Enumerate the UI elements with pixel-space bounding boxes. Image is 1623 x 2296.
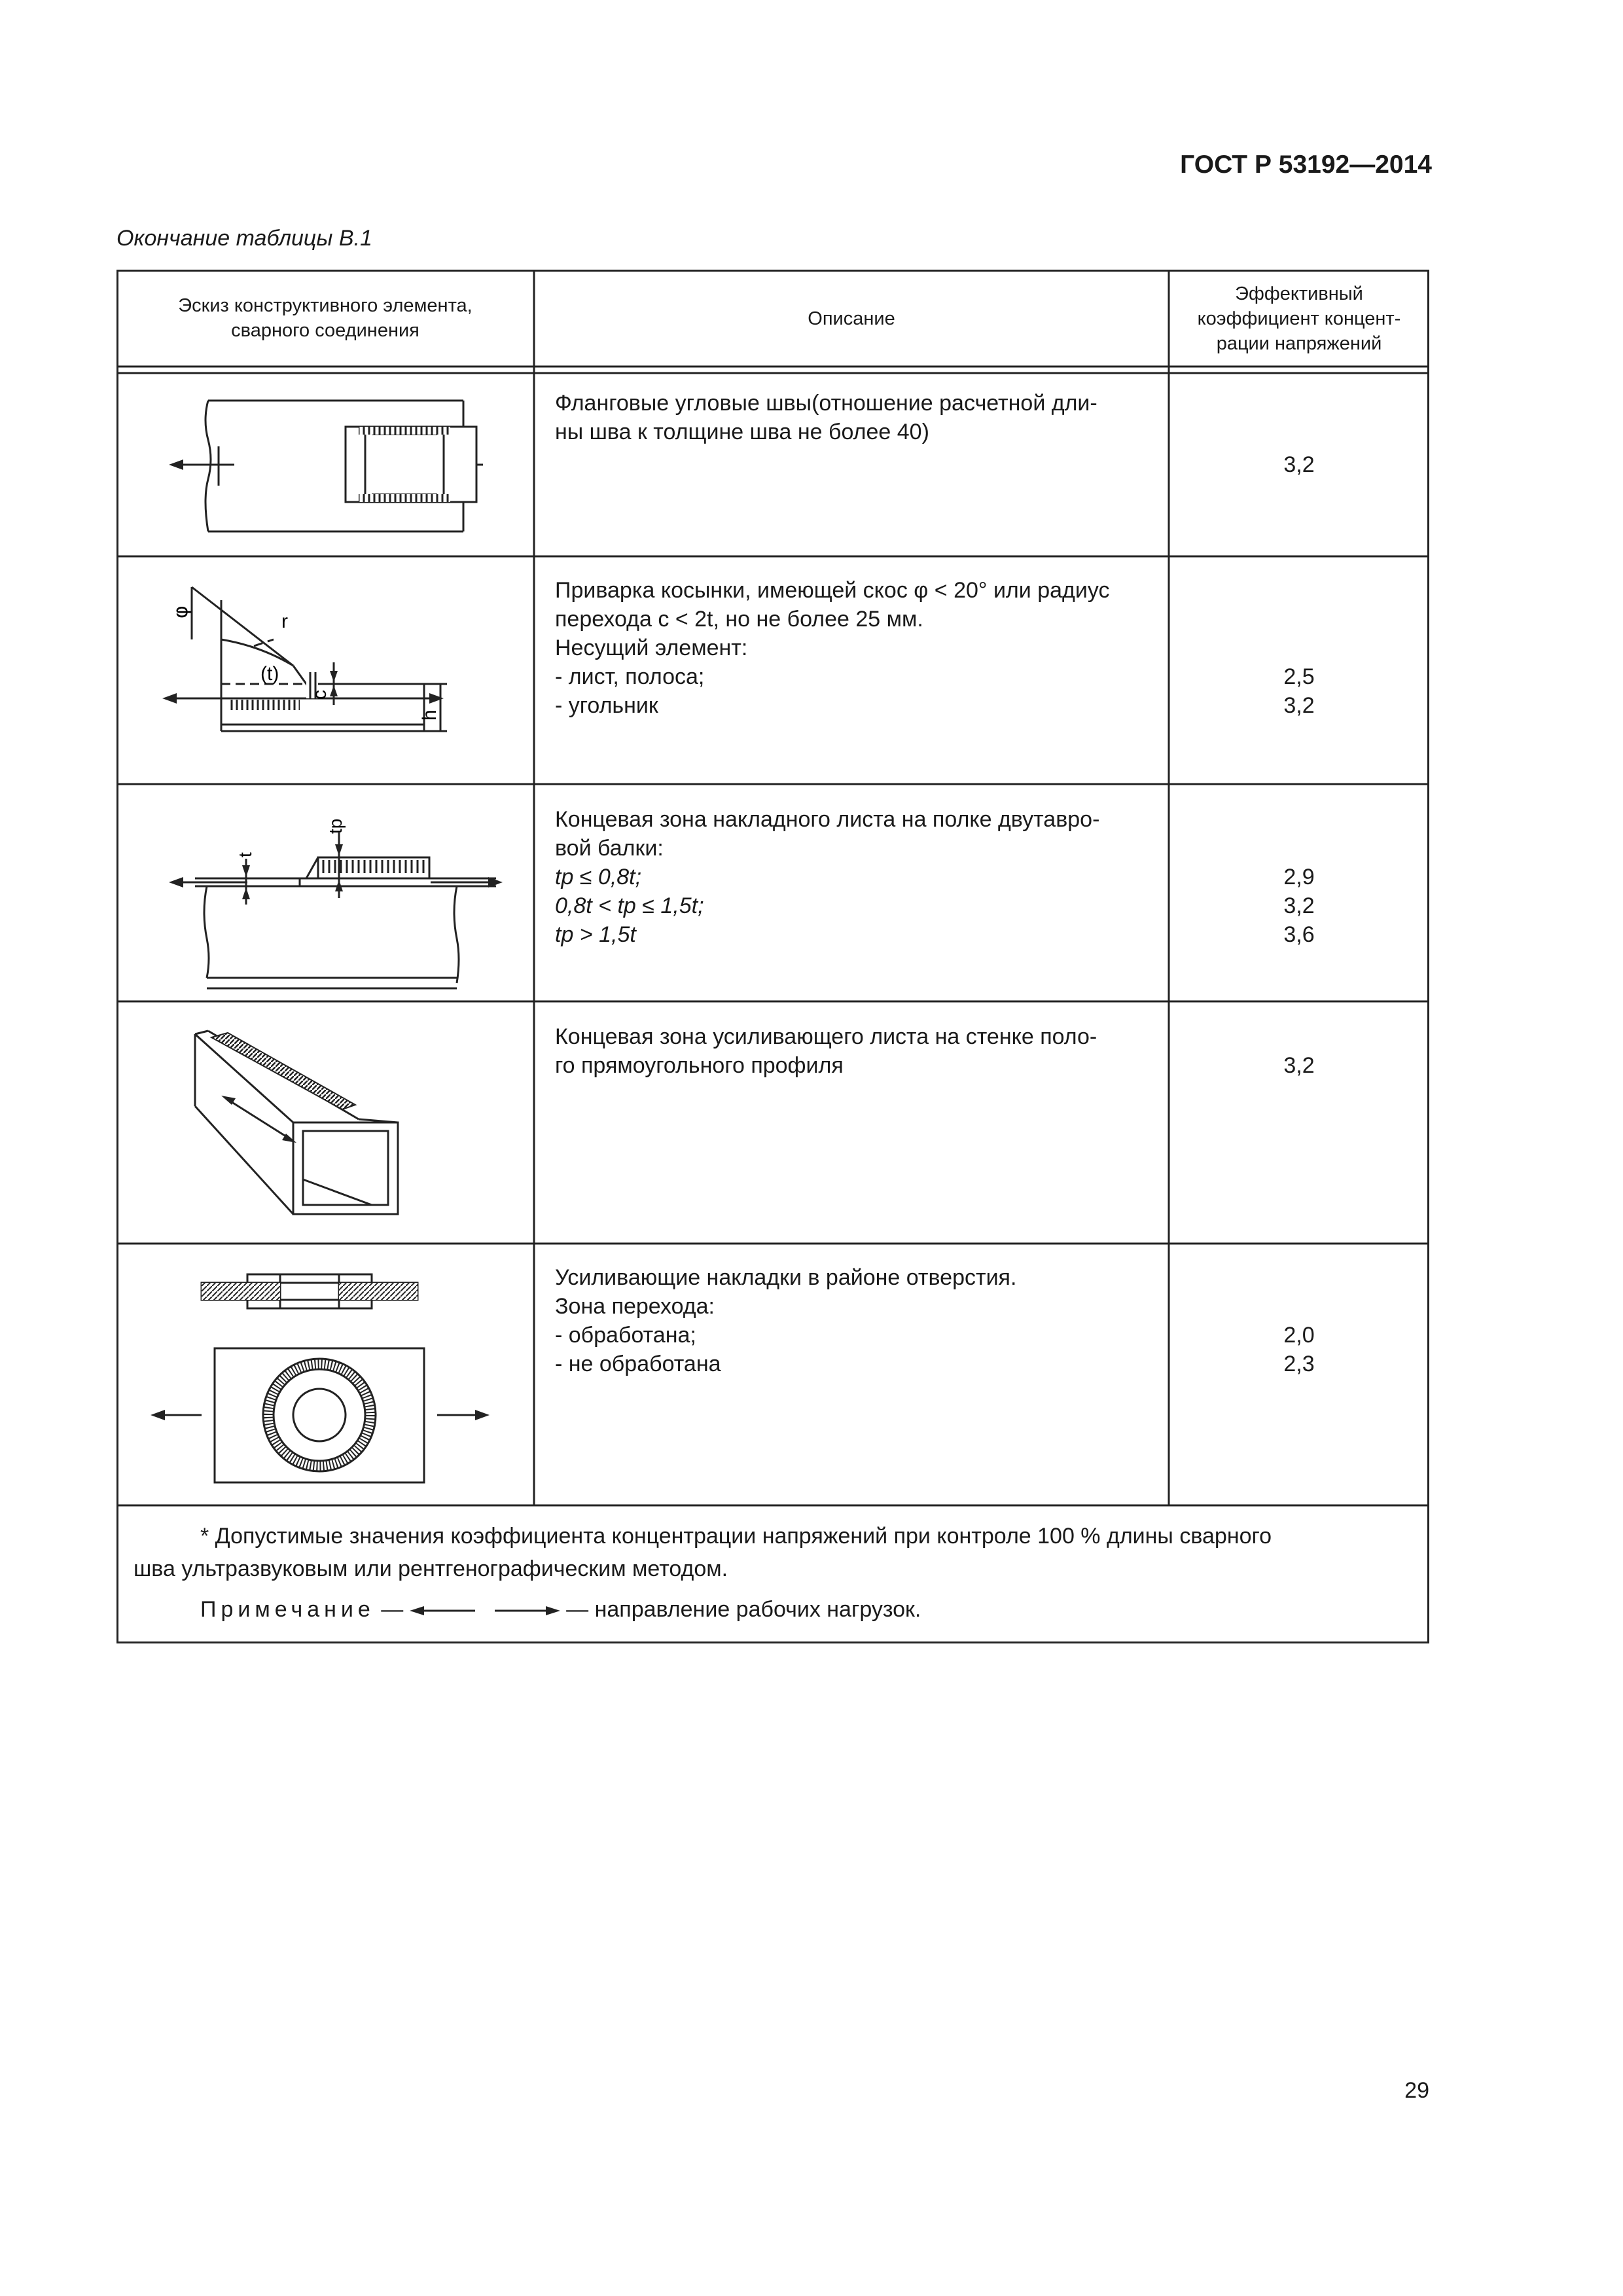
description-line: 0,8t < tp ≤ 1,5t; [555, 893, 704, 918]
document-code: ГОСТ Р 53192—2014 [1180, 151, 1432, 179]
value: 2,0 [1283, 1323, 1315, 1348]
row-3-values [1169, 863, 1429, 949]
table-footnote [134, 1520, 1416, 1585]
description-line: вой балки: [555, 836, 664, 861]
hollow-profile-sketch [188, 1021, 503, 1230]
data-table [116, 270, 1429, 1643]
value: 3,6 [1283, 922, 1315, 947]
description-line: tp ≤ 0,8t; [555, 865, 642, 889]
row-5-description [555, 1263, 1157, 1378]
description-line: го прямоугольного профиля [555, 1053, 844, 1078]
header-coef-line3: рации напряжений [1216, 333, 1382, 354]
value: 2,9 [1283, 865, 1315, 889]
description-line: Несущий элемент: [555, 636, 748, 660]
header-description: Описание [808, 308, 895, 329]
description-line: - обработана; [555, 1323, 696, 1348]
phi-label: φ [169, 605, 192, 619]
load-direction-arrows-icon [410, 1601, 560, 1621]
row-2-description [555, 576, 1157, 720]
c-label: c [309, 690, 330, 700]
note-text: — направление рабочих нагрузок. [566, 1597, 921, 1622]
value: 3,2 [1283, 893, 1315, 918]
description-line: перехода c < 2t, но не более 25 мм. [555, 607, 923, 632]
row-5-values [1169, 1321, 1429, 1378]
reinforcing-ring-sketch [149, 1255, 516, 1497]
h-label: h [419, 709, 440, 721]
header-sketch-line2: сварного соединения [231, 320, 419, 341]
t-label: t [235, 852, 255, 857]
table-note [200, 1597, 921, 1623]
footnote-line2: шва ультразвуковым или рентгенографическим методом. [134, 1556, 728, 1581]
description-line: Приварка косынки, имеющей скос φ < 20° или радиус [555, 578, 1110, 603]
value: 2,3 [1283, 1352, 1315, 1376]
table-caption: Окончание таблицы В.1 [116, 226, 372, 251]
tp-label: tp [325, 818, 346, 834]
description-line: Концевая зона усиливающего листа на стенке поло- [555, 1024, 1097, 1049]
description-line: ны шва к толщине шва не более 40) [555, 420, 929, 444]
gusset-weld-sketch [162, 574, 516, 770]
note-label: Примечание [200, 1597, 375, 1622]
value: 2,5 [1283, 664, 1315, 689]
row-4-description [555, 1022, 1157, 1080]
description-line: Фланговые угловые швы(отношение расчетной дли- [555, 391, 1097, 416]
row-1-value: 3,2 [1283, 452, 1315, 477]
description-line: - лист, полоса; [555, 664, 705, 689]
description-line: Концевая зона накладного листа на полке двутавро- [555, 807, 1100, 832]
r-label: r [281, 611, 288, 632]
description-line: tp > 1,5t [555, 922, 636, 947]
cover-plate-sketch [169, 813, 509, 990]
header-coef-line2: коэффициент концент- [1197, 308, 1401, 329]
header-sketch-line1: Эскиз конструктивного элемента, [178, 295, 473, 316]
description-line: Усиливающие накладки в районе отверстия. [555, 1265, 1017, 1290]
row-4-value: 3,2 [1283, 1053, 1315, 1078]
value: 3,2 [1283, 693, 1315, 718]
description-line: - угольник [555, 693, 658, 718]
description-line: - не обработана [555, 1352, 721, 1376]
note-dash: — [381, 1597, 404, 1622]
header-coef-line1: Эффективный [1235, 283, 1363, 304]
description-line: Зона перехода: [555, 1294, 715, 1319]
page-number: 29 [1404, 2078, 1429, 2103]
footnote-line1: * Допустимые значения коэффициента концентрации напряжений при контроле 100 % длины сварного [200, 1524, 1272, 1549]
flank-weld-sketch [169, 387, 483, 545]
row-3-description [555, 805, 1157, 949]
t-label: (t) [260, 663, 279, 685]
header-coefficient [1169, 281, 1429, 356]
row-1-description [555, 389, 1157, 446]
header-sketch [116, 293, 534, 343]
row-2-values [1169, 662, 1429, 720]
